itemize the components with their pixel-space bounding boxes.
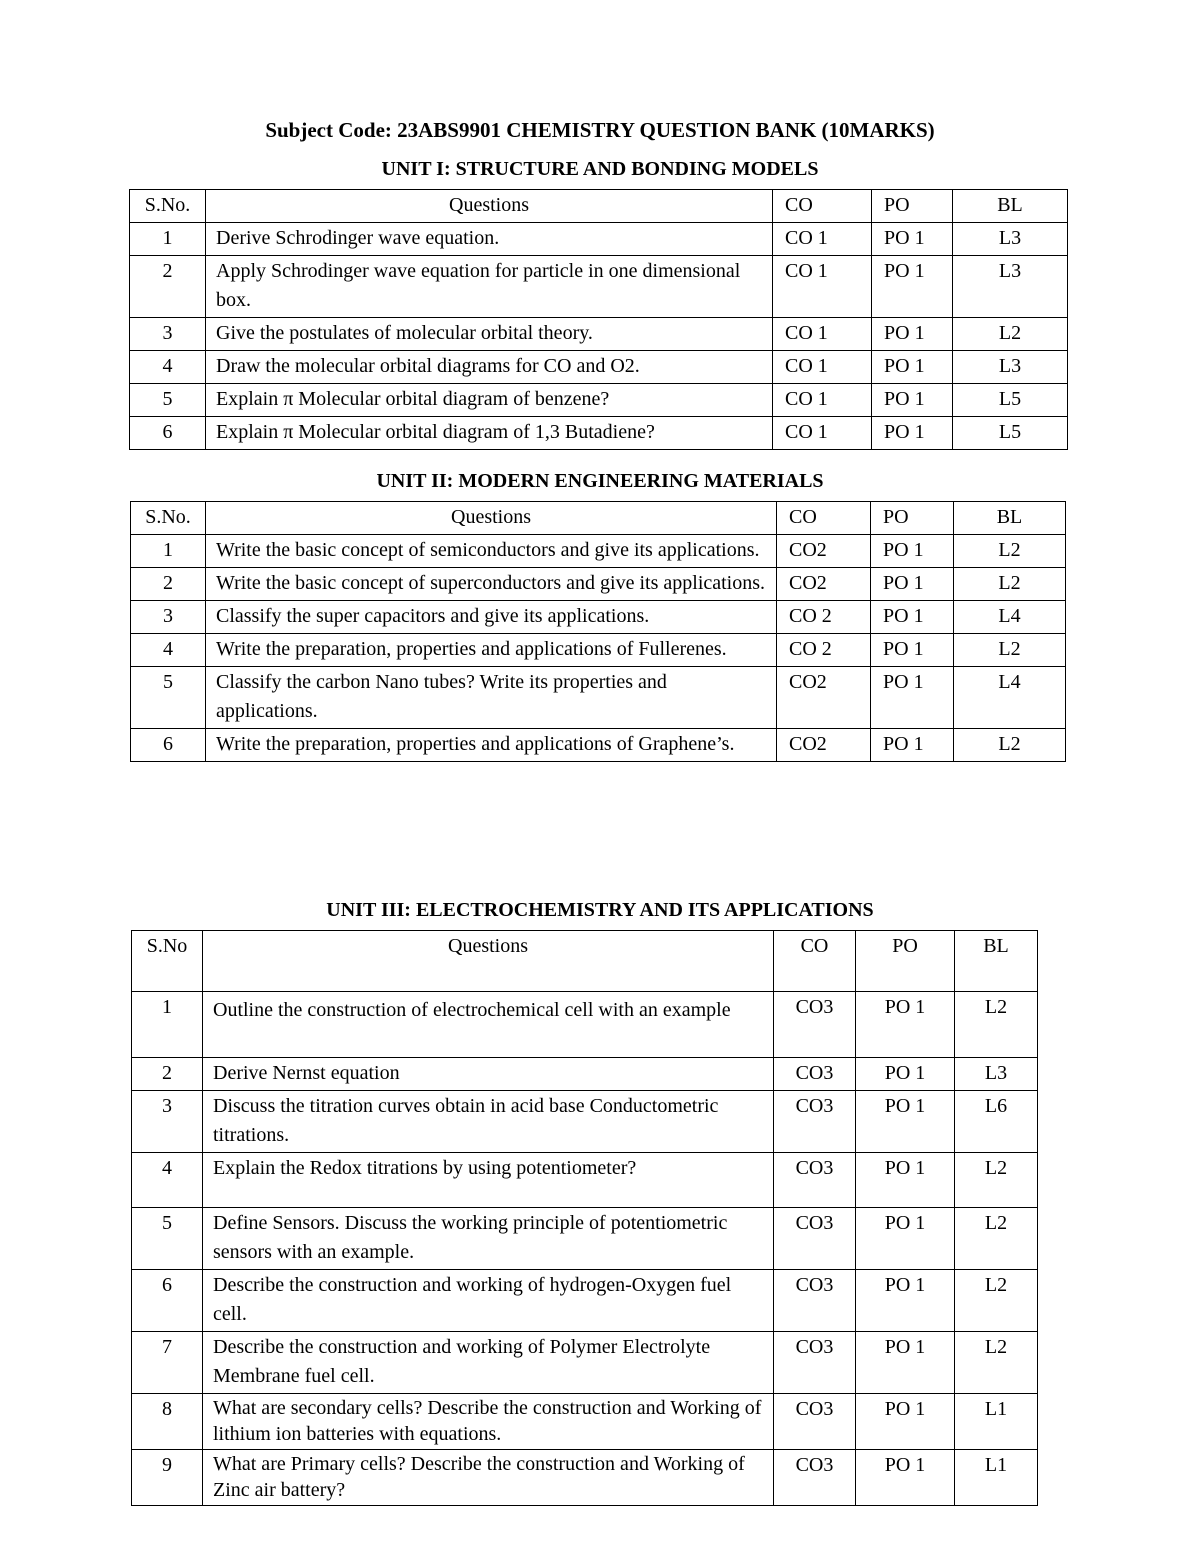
unit-1-table — [129, 189, 1068, 450]
header-co: CO — [774, 931, 856, 992]
cell-co: CO3 — [774, 1450, 856, 1506]
cell-question: What are Primary cells? Describe the construction and Working of Zinc air battery? — [203, 1450, 774, 1506]
cell-co: CO2 — [777, 729, 871, 762]
table-row — [131, 568, 1066, 601]
table-row — [132, 1270, 1038, 1332]
cell-question: Write the basic concept of semiconductors and give its applications. — [206, 535, 777, 568]
cell-question: Write the basic concept of superconductors and give its applications. — [206, 568, 777, 601]
cell-po: PO 1 — [871, 568, 954, 601]
cell-bl: L2 — [954, 729, 1066, 762]
cell-question: Draw the molecular orbital diagrams for CO and O2. — [206, 351, 773, 384]
header-po: PO — [871, 502, 954, 535]
cell-po: PO 1 — [856, 1153, 955, 1208]
header-po: PO — [872, 190, 953, 223]
table-row — [130, 223, 1068, 256]
cell-co: CO2 — [777, 535, 871, 568]
cell-question: Explain π Molecular orbital diagram of benzene? — [206, 384, 773, 417]
cell-sno: 6 — [132, 1270, 203, 1332]
table-row — [130, 318, 1068, 351]
cell-question: Describe the construction and working of Polymer Electrolyte Membrane fuel cell. — [203, 1332, 774, 1394]
cell-po: PO 1 — [856, 1091, 955, 1153]
cell-sno: 5 — [130, 384, 206, 417]
table-row — [132, 1450, 1038, 1506]
table-row — [131, 535, 1066, 568]
cell-question: Outline the construction of electrochemical cell with an example — [203, 992, 774, 1058]
cell-question: Discuss the titration curves obtain in acid base Conductometric titrations. — [203, 1091, 774, 1153]
cell-bl: L6 — [955, 1091, 1038, 1153]
cell-sno: 5 — [131, 667, 206, 729]
cell-co: CO 1 — [773, 351, 872, 384]
cell-po: PO 1 — [871, 601, 954, 634]
cell-bl: L3 — [955, 1058, 1038, 1091]
cell-co: CO 1 — [773, 256, 872, 318]
cell-sno: 8 — [132, 1394, 203, 1450]
cell-co: CO3 — [774, 1058, 856, 1091]
cell-sno: 4 — [130, 351, 206, 384]
cell-bl: L2 — [953, 318, 1068, 351]
header-questions: Questions — [203, 931, 774, 992]
cell-co: CO 2 — [777, 634, 871, 667]
cell-po: PO 1 — [856, 1450, 955, 1506]
cell-bl: L2 — [955, 1208, 1038, 1270]
table-row — [132, 1332, 1038, 1394]
cell-sno: 6 — [130, 417, 206, 450]
page-title: Subject Code: 23ABS9901 CHEMISTRY QUESTION BANK (10MARKS) — [265, 118, 935, 142]
cell-po: PO 1 — [872, 351, 953, 384]
cell-bl: L4 — [954, 667, 1066, 729]
cell-po: PO 1 — [871, 535, 954, 568]
cell-co: CO 2 — [777, 601, 871, 634]
cell-question: Define Sensors. Discuss the working principle of potentiometric sensors with an example. — [203, 1208, 774, 1270]
cell-question: What are secondary cells? Describe the construction and Working of lithium ion batteries with equations. — [203, 1394, 774, 1450]
cell-sno: 2 — [131, 568, 206, 601]
cell-sno: 3 — [130, 318, 206, 351]
table-row — [131, 729, 1066, 762]
table-row — [131, 634, 1066, 667]
cell-po: PO 1 — [872, 256, 953, 318]
cell-co: CO 1 — [773, 384, 872, 417]
header-sno: S.No. — [131, 502, 206, 535]
header-bl: BL — [954, 502, 1066, 535]
table-row — [131, 601, 1066, 634]
cell-co: CO3 — [774, 1153, 856, 1208]
table-row — [132, 1208, 1038, 1270]
cell-question: Describe the construction and working of hydrogen-Oxygen fuel cell. — [203, 1270, 774, 1332]
cell-po: PO 1 — [872, 318, 953, 351]
header-questions: Questions — [206, 502, 777, 535]
header-co: CO — [773, 190, 872, 223]
cell-sno: 1 — [130, 223, 206, 256]
cell-bl: L2 — [955, 1270, 1038, 1332]
cell-co: CO 1 — [773, 318, 872, 351]
cell-question: Write the preparation, properties and applications of Fullerenes. — [206, 634, 777, 667]
cell-po: PO 1 — [856, 1270, 955, 1332]
header-sno: S.No — [132, 931, 203, 992]
cell-sno: 1 — [132, 992, 203, 1058]
cell-bl: L2 — [954, 634, 1066, 667]
header-bl: BL — [953, 190, 1068, 223]
unit-1-title: UNIT I: STRUCTURE AND BONDING MODELS — [381, 158, 819, 180]
cell-po: PO 1 — [856, 992, 955, 1058]
cell-sno: 6 — [131, 729, 206, 762]
table-row — [131, 667, 1066, 729]
cell-po: PO 1 — [856, 1332, 955, 1394]
cell-sno: 4 — [131, 634, 206, 667]
table-header-row — [131, 502, 1066, 535]
cell-sno: 3 — [131, 601, 206, 634]
cell-question: Classify the super capacitors and give its applications. — [206, 601, 777, 634]
cell-po: PO 1 — [872, 384, 953, 417]
cell-question: Classify the carbon Nano tubes? Write its properties and applications. — [206, 667, 777, 729]
cell-co: CO2 — [777, 667, 871, 729]
table-row — [132, 1058, 1038, 1091]
cell-co: CO3 — [774, 1394, 856, 1450]
table-row — [132, 1394, 1038, 1450]
table-row — [132, 992, 1038, 1058]
cell-question: Give the postulates of molecular orbital theory. — [206, 318, 773, 351]
unit-2-table — [130, 501, 1066, 762]
cell-bl: L2 — [954, 535, 1066, 568]
cell-bl: L3 — [953, 223, 1068, 256]
cell-bl: L2 — [955, 992, 1038, 1058]
cell-po: PO 1 — [872, 223, 953, 256]
cell-co: CO3 — [774, 1332, 856, 1394]
cell-sno: 9 — [132, 1450, 203, 1506]
cell-bl: L3 — [953, 351, 1068, 384]
cell-po: PO 1 — [856, 1394, 955, 1450]
cell-question: Explain π Molecular orbital diagram of 1,3 Butadiene? — [206, 417, 773, 450]
cell-po: PO 1 — [856, 1208, 955, 1270]
cell-question: Apply Schrodinger wave equation for particle in one dimensional box. — [206, 256, 773, 318]
cell-co: CO3 — [774, 992, 856, 1058]
table-row — [132, 1153, 1038, 1208]
table-row — [132, 1091, 1038, 1153]
cell-co: CO2 — [777, 568, 871, 601]
cell-po: PO 1 — [871, 729, 954, 762]
cell-po: PO 1 — [871, 667, 954, 729]
cell-sno: 1 — [131, 535, 206, 568]
cell-co: CO 1 — [773, 417, 872, 450]
cell-bl: L2 — [955, 1153, 1038, 1208]
cell-co: CO3 — [774, 1270, 856, 1332]
cell-bl: L2 — [954, 568, 1066, 601]
header-bl: BL — [955, 931, 1038, 992]
unit-3-table — [131, 930, 1038, 1506]
cell-sno: 4 — [132, 1153, 203, 1208]
cell-po: PO 1 — [856, 1058, 955, 1091]
table-row — [130, 384, 1068, 417]
cell-sno: 5 — [132, 1208, 203, 1270]
header-po: PO — [856, 931, 955, 992]
cell-sno: 7 — [132, 1332, 203, 1394]
cell-question: Explain the Redox titrations by using potentiometer? — [203, 1153, 774, 1208]
cell-bl: L5 — [953, 417, 1068, 450]
cell-sno: 3 — [132, 1091, 203, 1153]
unit-3-title: UNIT III: ELECTROCHEMISTRY AND ITS APPLICATIONS — [326, 899, 874, 921]
table-header-row — [132, 931, 1038, 992]
unit-2-title: UNIT II: MODERN ENGINEERING MATERIALS — [376, 470, 824, 492]
cell-po: PO 1 — [872, 417, 953, 450]
cell-bl: L3 — [953, 256, 1068, 318]
cell-co: CO3 — [774, 1208, 856, 1270]
cell-sno: 2 — [132, 1058, 203, 1091]
cell-co: CO3 — [774, 1091, 856, 1153]
cell-po: PO 1 — [871, 634, 954, 667]
table-row — [130, 417, 1068, 450]
cell-bl: L1 — [955, 1450, 1038, 1506]
cell-bl: L4 — [954, 601, 1066, 634]
table-header-row — [130, 190, 1068, 223]
header-co: CO — [777, 502, 871, 535]
header-sno: S.No. — [130, 190, 206, 223]
cell-bl: L5 — [953, 384, 1068, 417]
cell-bl: L1 — [955, 1394, 1038, 1450]
header-questions: Questions — [206, 190, 773, 223]
cell-co: CO 1 — [773, 223, 872, 256]
cell-question: Derive Nernst equation — [203, 1058, 774, 1091]
table-row — [130, 351, 1068, 384]
cell-question: Derive Schrodinger wave equation. — [206, 223, 773, 256]
cell-question: Write the preparation, properties and applications of Graphene’s. — [206, 729, 777, 762]
cell-sno: 2 — [130, 256, 206, 318]
table-row — [130, 256, 1068, 318]
cell-bl: L2 — [955, 1332, 1038, 1394]
